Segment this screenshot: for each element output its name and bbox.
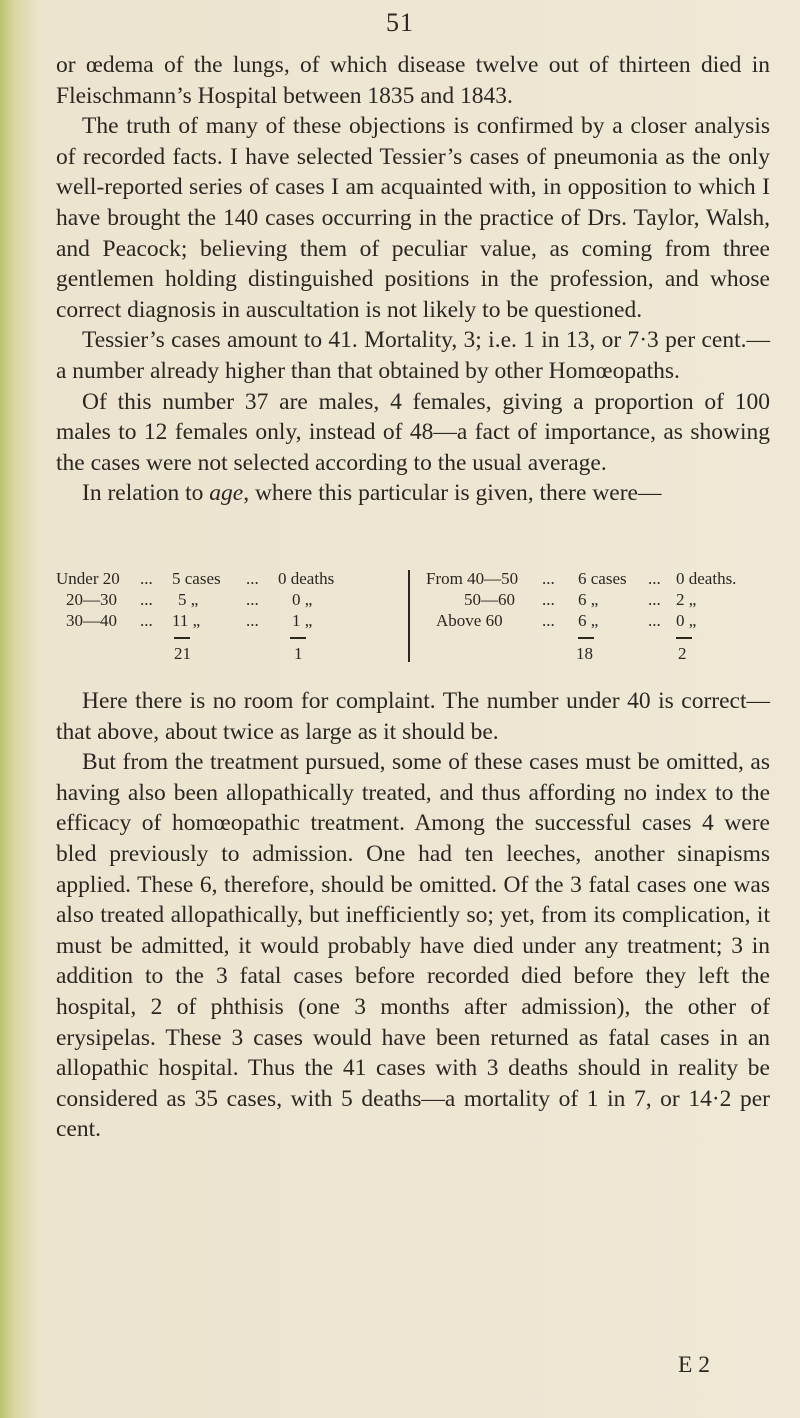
age-label: 30—40 bbox=[66, 611, 117, 630]
signature-mark: E 2 bbox=[678, 1352, 710, 1378]
deaths-count: 0 „ bbox=[292, 590, 313, 609]
table-divider bbox=[408, 570, 410, 662]
separator: ... bbox=[648, 611, 661, 630]
paragraph-2: The truth of many of these objections is confirmed by a closer analysis of recorded facts. I have selected Tessier’s cases of pneumonia as the only well-reported series of cases I am acquainted with, in opposition to which I have brought the 140 cases occurring in the practice of Drs. Taylor, Walsh, and Peacock; believing them of peculiar value, as coming from three gentlemen holding distinguished positions in the profession, and whose correct diagnosis in auscultation is not likely to be questioned. bbox=[56, 113, 770, 323]
total-rule bbox=[290, 637, 306, 639]
table-row bbox=[426, 589, 776, 610]
separator: ... bbox=[140, 611, 153, 630]
cases-count: 5 „ bbox=[178, 590, 199, 609]
cases-count: 6 „ bbox=[578, 611, 599, 630]
age-table-right bbox=[426, 568, 776, 664]
table-row bbox=[56, 610, 356, 631]
body-text bbox=[56, 50, 770, 509]
separator: ... bbox=[246, 590, 259, 609]
paragraph-5-end: , where this particular is given, there were— bbox=[243, 480, 662, 507]
age-label: 50—60 bbox=[464, 590, 515, 609]
paragraph-5-start: In relation to bbox=[82, 480, 210, 507]
deaths-count: 1 „ bbox=[292, 611, 313, 630]
deaths-count: 0 deaths bbox=[278, 569, 335, 588]
paragraph-1: or œdema of the lungs, of which disease twelve out of thirteen died in Fleischmann’s Hospital between 1835 and 1843. bbox=[56, 52, 770, 109]
paragraph-6: Here there is no room for complaint. The number under 40 is correct—that above, about twice as large as it should be. bbox=[56, 688, 770, 745]
table-row bbox=[56, 568, 356, 589]
paragraph-5-italic: age bbox=[209, 480, 244, 507]
age-label: 20—30 bbox=[66, 590, 117, 609]
cases-count: 11 „ bbox=[172, 611, 201, 630]
separator: ... bbox=[542, 590, 555, 609]
total-rule bbox=[676, 637, 692, 639]
cases-count: 6 cases bbox=[578, 569, 627, 588]
deaths-count: 2 „ bbox=[676, 590, 697, 609]
deaths-total: 1 bbox=[294, 644, 303, 663]
deaths-total: 2 bbox=[678, 644, 687, 663]
age-label: Above 60 bbox=[436, 611, 503, 630]
page-number: 51 bbox=[386, 8, 414, 37]
paragraph-3: Tessier’s cases amount to 41. Mortality, 3; i.e. 1 in 13, or 7·3 per cent.—a number already higher than that obtained by other Homœopaths. bbox=[56, 327, 770, 384]
separator: ... bbox=[246, 569, 259, 588]
separator: ... bbox=[140, 590, 153, 609]
age-label: From 40—50 bbox=[426, 569, 519, 588]
separator: ... bbox=[542, 611, 555, 630]
totals-row bbox=[426, 643, 776, 664]
totals-row bbox=[56, 643, 356, 664]
cases-count: 6 „ bbox=[578, 590, 599, 609]
deaths-count: 0 deaths. bbox=[676, 569, 737, 588]
age-table-left bbox=[56, 568, 356, 664]
separator: ... bbox=[648, 569, 661, 588]
total-rule bbox=[578, 637, 594, 639]
age-label: Under 20 bbox=[56, 569, 120, 588]
total-rule bbox=[174, 637, 190, 639]
table-row bbox=[426, 568, 776, 589]
paragraph-4: Of this number 37 are males, 4 females, giving a proportion of 100 males to 12 females only, instead of 48—a fact of importance, as showing the cases were not selected according to the usual average. bbox=[56, 388, 770, 476]
cases-total: 18 bbox=[576, 644, 593, 663]
table-row bbox=[426, 610, 776, 631]
body-text-continued bbox=[56, 686, 770, 1145]
separator: ... bbox=[542, 569, 555, 588]
paragraph-5 bbox=[56, 478, 770, 509]
cases-count: 5 cases bbox=[172, 569, 221, 588]
separator: ... bbox=[246, 611, 259, 630]
separator: ... bbox=[648, 590, 661, 609]
cases-total: 21 bbox=[174, 644, 191, 663]
table-row bbox=[56, 589, 356, 610]
age-table bbox=[56, 568, 770, 664]
deaths-count: 0 „ bbox=[676, 611, 697, 630]
separator: ... bbox=[140, 569, 153, 588]
paragraph-7: But from the treatment pursued, some of these cases must be omitted, as having also been allopathically treated, and thus affording no index to the efficacy of homœopathic treatment. Among the successful cases 4 were bled previously to admission. One had ten leeches, another sinapisms applied. These 6, therefore, should be omitted. Of the 3 fatal cases one was also treated allopathically, but inefficiently so; yet, from its complication, it must be admitted, it would probably have died under any treatment; 3 in addition to the 3 fatal cases before recorded died before they left the hospital, 2 of phthisis (one 3 months after admission), the other of erysipelas. These 3 cases would have been returned as fatal cases in an allopathic hospital. Thus the 41 cases with 3 deaths should in reality be considered as 35 cases, with 5 deaths—a mortality of 1 in 7, or 14·2 per cent. bbox=[56, 749, 770, 1143]
